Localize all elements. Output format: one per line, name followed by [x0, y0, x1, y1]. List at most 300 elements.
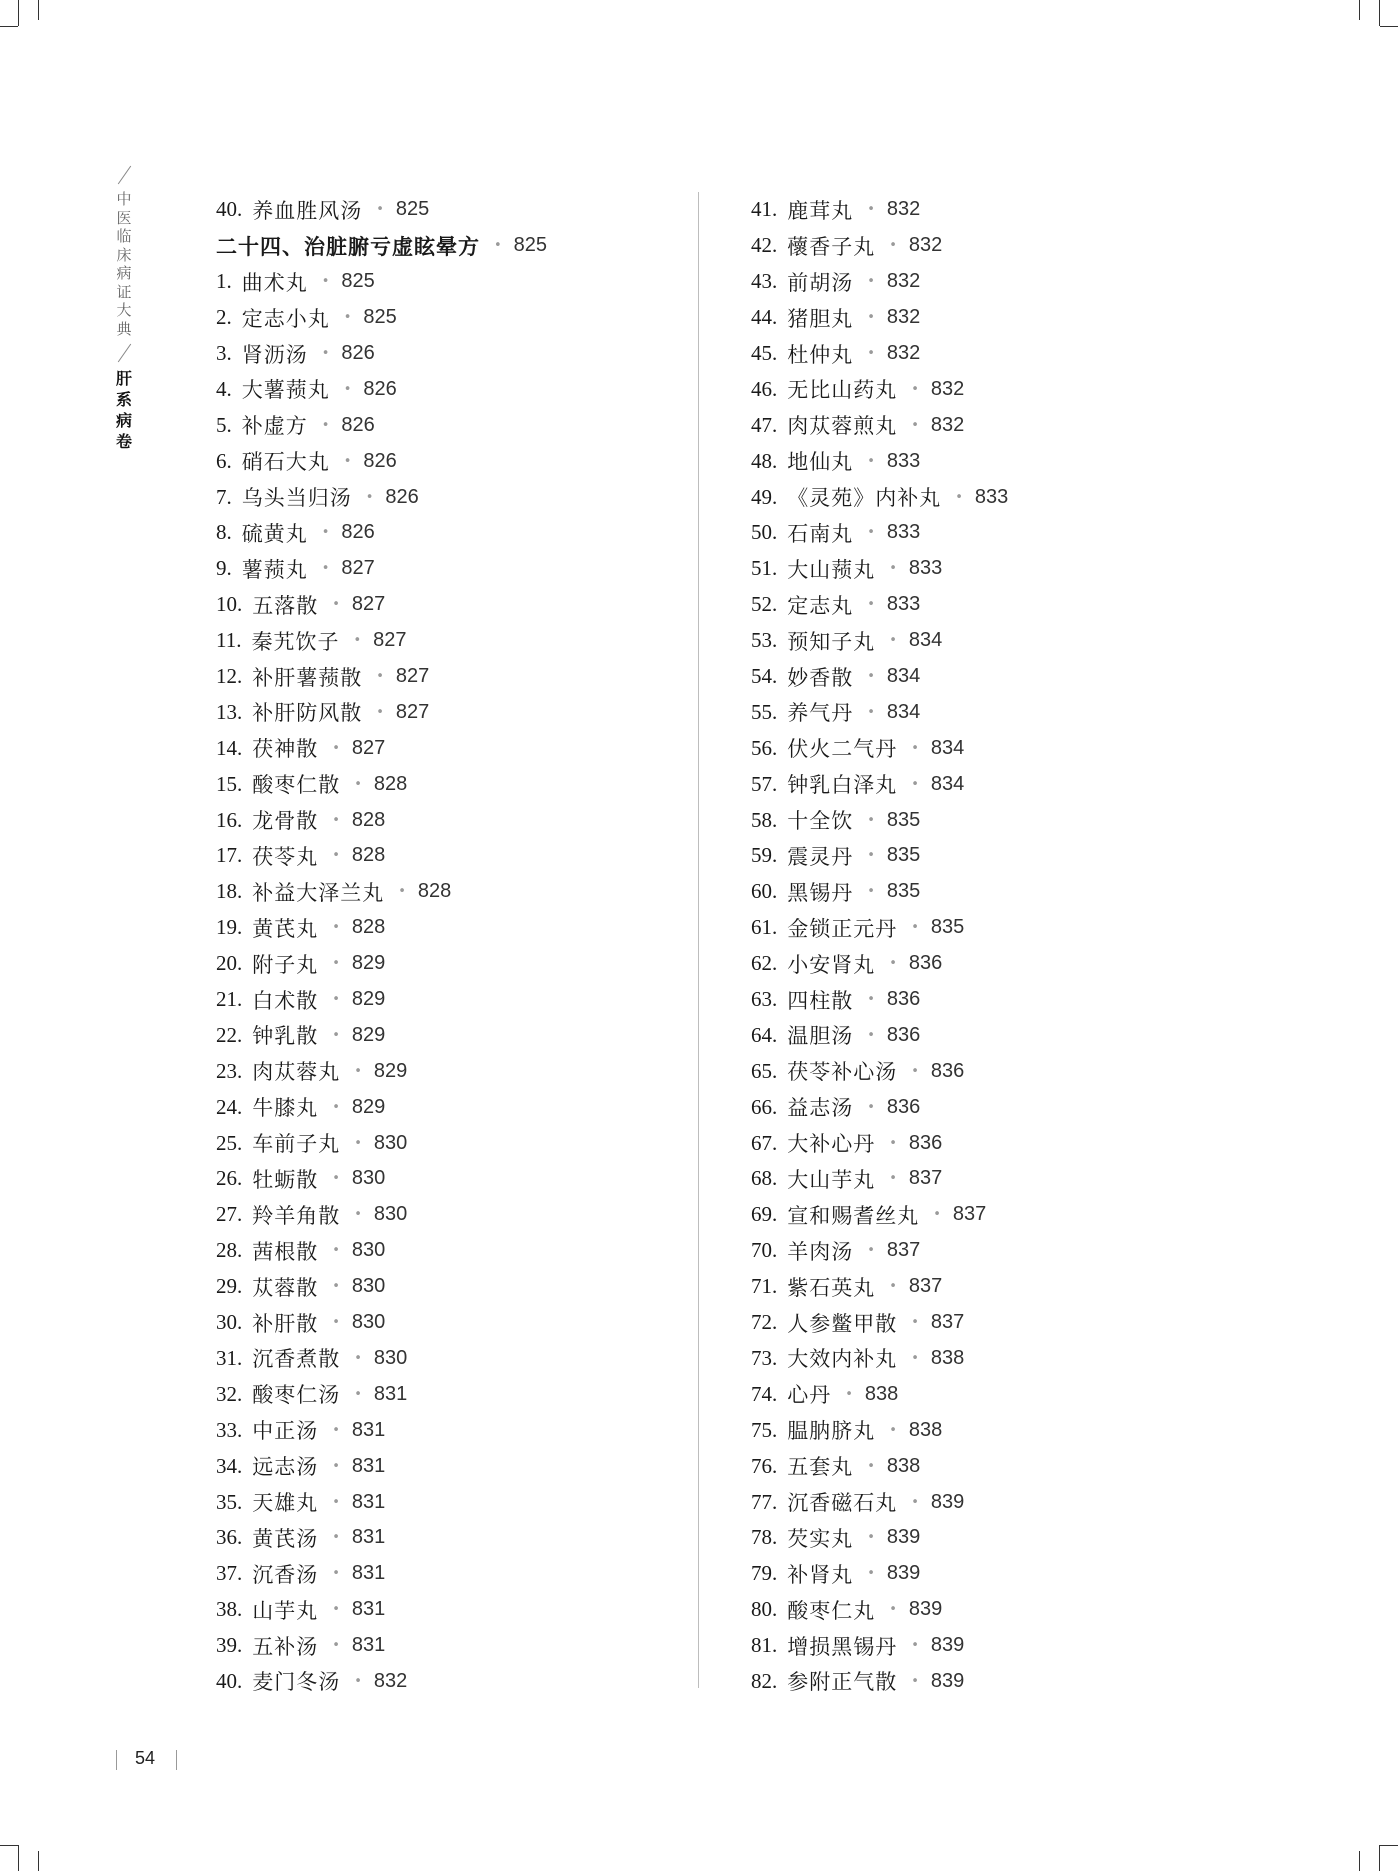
entry-page-number: 839 [886, 1526, 921, 1549]
crop-mark [0, 26, 18, 27]
leader-dot: • [321, 561, 330, 577]
toc-entry [216, 694, 547, 730]
slash-divider [117, 344, 130, 363]
entry-page-number: 833 [886, 593, 921, 616]
entry-number: 54. [751, 664, 778, 689]
leader-dot: • [867, 1027, 875, 1043]
entry-title: 车前子丸 [252, 1132, 341, 1157]
entry-page-number: 829 [351, 1095, 386, 1118]
toc-entry [216, 1628, 547, 1664]
entry-page-number: 838 [864, 1382, 899, 1405]
entry-number: 6. [216, 448, 232, 473]
toc-entry [216, 838, 547, 874]
entry-title: 肾沥汤 [241, 342, 308, 367]
toc-entry [751, 946, 1008, 982]
entry-title: 龙骨散 [252, 809, 319, 834]
entry-page-number: 833 [886, 449, 921, 472]
toc-entry [216, 1412, 547, 1448]
entry-title: 伏火二气丹 [787, 737, 898, 762]
entry-page-number: 835 [886, 844, 921, 867]
toc-entry [751, 1197, 1008, 1233]
entry-title: 沉香煮散 [252, 1347, 341, 1372]
side-title-char: 病 [115, 411, 132, 430]
entry-number: 9. [216, 556, 232, 581]
leader-dot: • [398, 884, 406, 900]
entry-number: 13. [216, 699, 243, 724]
entry-page-number: 838 [908, 1418, 943, 1441]
leader-dot: • [867, 1530, 875, 1546]
entry-number: 26. [216, 1166, 243, 1191]
entry-title: 麦门冬汤 [252, 1670, 341, 1695]
entry-number: 24. [216, 1094, 243, 1119]
toc-entry [216, 587, 547, 623]
leader-dot: • [332, 1530, 340, 1546]
toc-entry [751, 1520, 1008, 1556]
entry-number: 68. [751, 1166, 778, 1191]
entry-number: 34. [216, 1453, 243, 1478]
leader-dot: • [354, 1386, 362, 1402]
entry-title: 益志汤 [787, 1096, 854, 1121]
entry-number: 11. [216, 628, 242, 653]
entry-number: 49. [751, 484, 778, 509]
entry-title: 人参鳖甲散 [787, 1311, 898, 1336]
leader-dot: • [332, 1099, 340, 1115]
side-title-char: 床 [116, 245, 132, 264]
entry-page-number: 826 [341, 342, 375, 364]
entry-number: 70. [751, 1238, 778, 1263]
entry-number: 80. [751, 1597, 778, 1622]
entry-page-number: 834 [886, 665, 921, 688]
entry-title: 白术散 [252, 988, 319, 1013]
leader-dot: • [343, 381, 352, 397]
entry-page-number: 832 [373, 1669, 408, 1692]
leader-dot: • [494, 238, 502, 254]
entry-number: 37. [216, 1561, 243, 1586]
entry-number: 33. [216, 1417, 243, 1442]
entry-page-number: 827 [351, 736, 386, 759]
toc-entry [751, 443, 1008, 479]
toc-entry [216, 1664, 547, 1700]
toc-entry [751, 694, 1008, 730]
toc-entry [751, 264, 1008, 300]
leader-dot: • [332, 1602, 340, 1618]
side-title-char: 临 [116, 227, 132, 245]
toc-entry [751, 1233, 1008, 1269]
side-title-char: 肝 [115, 369, 132, 388]
toc-entry [216, 802, 547, 838]
entry-page-number: 829 [351, 1023, 386, 1046]
entry-title: 增损黑锡丹 [787, 1634, 898, 1659]
side-title-char: 典 [116, 319, 132, 338]
entry-number: 51. [751, 556, 778, 581]
toc-entry [751, 1089, 1008, 1125]
entry-page-number: 826 [341, 413, 375, 436]
entry-title: 肉苁蓉煎丸 [787, 414, 898, 439]
entry-title: 黄芪汤 [252, 1526, 319, 1551]
side-running-title [112, 160, 136, 452]
toc-entry [751, 1592, 1008, 1628]
entry-title: 薯蓣丸 [241, 557, 308, 582]
entry-title: 小安肾丸 [787, 952, 876, 977]
toc-entry [751, 1305, 1008, 1341]
leader-dot: • [321, 346, 330, 361]
leader-dot: • [365, 489, 374, 505]
toc-entry [216, 443, 547, 479]
entry-title: 温胆汤 [787, 1024, 854, 1049]
side-title-char: 中 [116, 190, 132, 208]
toc-entry [216, 1269, 547, 1305]
entry-page-number: 838 [930, 1346, 965, 1369]
toc-entry [216, 1376, 547, 1412]
toc-entry [751, 1664, 1008, 1700]
entry-page-number: 834 [886, 700, 921, 723]
toc-entry [751, 659, 1008, 695]
entry-title: 宣和赐耆丝丸 [787, 1203, 920, 1228]
toc-entry [751, 228, 1008, 264]
entry-number: 65. [751, 1058, 778, 1083]
entry-number: 31. [216, 1345, 243, 1370]
toc-entry [216, 300, 547, 336]
leader-dot: • [867, 992, 875, 1008]
toc-entry [751, 587, 1008, 623]
entry-title: 蘹香子丸 [787, 234, 876, 259]
toc-entry [751, 1341, 1008, 1377]
entry-number: 56. [751, 735, 778, 760]
leader-dot: • [332, 1243, 340, 1259]
entry-page-number: 836 [930, 1059, 965, 1082]
entry-title: 震灵丹 [787, 844, 854, 869]
leader-dot: • [889, 1422, 897, 1438]
leader-dot: • [867, 1099, 875, 1115]
leader-dot: • [911, 1315, 919, 1331]
toc-entry [751, 1412, 1008, 1448]
entry-title: 山芋丸 [252, 1598, 319, 1623]
leader-dot: • [332, 1171, 340, 1187]
crop-mark [1380, 1845, 1398, 1846]
entry-title: 无比山药丸 [787, 378, 898, 403]
entry-title: 钟乳散 [252, 1024, 319, 1049]
entry-page-number: 825 [341, 270, 375, 293]
entry-page-number: 833 [886, 521, 921, 544]
entry-page-number: 825 [363, 306, 397, 329]
entry-page-number: 834 [930, 736, 965, 759]
entry-number: 69. [751, 1202, 778, 1227]
leader-dot: • [332, 1027, 340, 1043]
entry-title: 牛膝丸 [252, 1096, 319, 1121]
entry-number: 16. [216, 807, 243, 832]
toc-entry [216, 264, 547, 300]
entry-page-number: 839 [930, 1490, 965, 1513]
entry-page-number: 838 [886, 1454, 921, 1477]
entry-page-number: 839 [930, 1669, 965, 1692]
entry-page-number: 830 [351, 1239, 386, 1262]
entry-title: 二十四、治脏腑亏虚眩晕方 [216, 233, 480, 259]
toc-entry [216, 1556, 547, 1592]
entry-page-number: 828 [351, 916, 386, 939]
toc-entry [751, 1269, 1008, 1305]
toc-entry [216, 1305, 547, 1341]
entry-page-number: 828 [351, 844, 386, 867]
entry-page-number: 836 [886, 1095, 921, 1118]
leader-dot: • [867, 346, 875, 361]
leader-dot: • [343, 453, 352, 469]
leader-dot: • [911, 381, 919, 397]
leader-dot: • [332, 1494, 340, 1510]
entry-title: 定志小丸 [241, 306, 330, 331]
entry-number: 38. [216, 1597, 243, 1622]
leader-dot: • [376, 202, 384, 218]
leader-dot: • [867, 1458, 875, 1474]
page-number: 54 [135, 1748, 156, 1768]
entry-title: 硫黄丸 [241, 521, 308, 546]
entry-title: 养气丹 [787, 701, 854, 726]
toc-entry [751, 479, 1008, 515]
leader-dot: • [911, 920, 919, 936]
entry-page-number: 830 [373, 1346, 408, 1369]
entry-page-number: 828 [373, 772, 408, 795]
entry-title: 附子丸 [252, 952, 319, 977]
entry-number: 21. [216, 987, 243, 1012]
entry-page-number: 839 [886, 1562, 921, 1585]
entry-number: 75. [751, 1417, 778, 1442]
entry-number: 19. [216, 915, 243, 940]
entry-title: 紫石英丸 [787, 1275, 876, 1300]
leader-dot: • [867, 669, 875, 685]
leader-dot: • [332, 812, 340, 828]
entry-page-number: 830 [351, 1167, 386, 1190]
entry-number: 22. [216, 1022, 243, 1047]
entry-number: 42. [751, 233, 778, 258]
leader-dot: • [332, 992, 340, 1008]
leader-dot: • [867, 704, 875, 720]
entry-page-number: 832 [886, 342, 921, 364]
leader-dot: • [332, 848, 340, 864]
entry-page-number: 825 [513, 234, 548, 257]
entry-page-number: 826 [341, 521, 375, 544]
entry-page-number: 831 [351, 1454, 386, 1477]
leader-dot: • [321, 274, 330, 290]
entry-page-number: 837 [886, 1239, 921, 1262]
crop-mark [38, 1851, 39, 1871]
leader-dot: • [889, 633, 897, 649]
entry-title: 大补心丹 [787, 1132, 876, 1157]
crop-mark [0, 1845, 18, 1846]
entry-title: 石南丸 [787, 521, 854, 546]
entry-page-number: 839 [908, 1598, 943, 1621]
entry-title: 鹿茸丸 [787, 198, 854, 223]
entry-page-number: 831 [351, 1598, 386, 1621]
entry-number: 39. [216, 1633, 243, 1658]
entry-page-number: 826 [363, 449, 397, 472]
entry-number: 35. [216, 1489, 243, 1514]
leader-dot: • [354, 776, 362, 792]
entry-page-number: 831 [351, 1418, 386, 1441]
toc-entry [751, 838, 1008, 874]
crop-mark [1379, 0, 1380, 26]
entry-page-number: 836 [886, 1023, 921, 1046]
toc-entry [216, 1125, 547, 1161]
leader-dot: • [867, 884, 875, 900]
entry-number: 41. [751, 197, 778, 222]
toc-entry [751, 874, 1008, 910]
leader-dot: • [867, 1243, 875, 1259]
leader-dot: • [867, 812, 875, 828]
entry-page-number: 827 [351, 593, 386, 616]
entry-number: 15. [216, 771, 243, 796]
entry-title: 黄芪丸 [252, 916, 319, 941]
entry-number: 74. [751, 1381, 778, 1406]
entry-title: 酸枣仁散 [252, 773, 341, 798]
entry-number: 17. [216, 843, 243, 868]
entry-title: 十全饮 [787, 809, 854, 834]
leader-dot: • [354, 1207, 362, 1223]
entry-number: 23. [216, 1058, 243, 1083]
entry-number: 44. [751, 305, 778, 330]
entry-number: 28. [216, 1238, 243, 1263]
toc-entry [751, 192, 1008, 228]
leader-dot: • [911, 1673, 919, 1689]
entry-number: 52. [751, 592, 778, 617]
entry-number: 76. [751, 1453, 778, 1478]
entry-number: 53. [751, 628, 778, 653]
entry-title: 腽肭脐丸 [787, 1419, 876, 1444]
entry-title: 沉香汤 [252, 1562, 319, 1587]
entry-page-number: 827 [395, 700, 430, 723]
entry-title: 茯神散 [252, 737, 319, 762]
leader-dot: • [332, 1458, 340, 1474]
entry-title: 补肝防风散 [252, 701, 363, 726]
entry-title: 前胡汤 [787, 270, 854, 295]
entry-number: 1. [216, 269, 232, 294]
entry-title: 秦艽饮子 [251, 629, 340, 654]
leader-dot: • [354, 1063, 362, 1079]
entry-page-number: 837 [908, 1275, 943, 1298]
toc-entry [751, 910, 1008, 946]
entry-title: 乌头当归汤 [241, 486, 352, 511]
entry-number: 47. [751, 412, 778, 437]
leader-dot: • [889, 1602, 897, 1618]
entry-page-number: 831 [351, 1490, 386, 1513]
slash-divider [117, 166, 130, 185]
entry-page-number: 826 [363, 377, 397, 400]
toc-entry [216, 766, 547, 802]
leader-dot: • [376, 704, 384, 720]
side-title-char: 大 [116, 301, 132, 319]
crop-mark [1359, 1851, 1360, 1871]
leader-dot: • [911, 1638, 919, 1654]
toc-entry [216, 551, 547, 587]
leader-dot: • [933, 1207, 941, 1223]
entry-page-number: 826 [385, 485, 419, 508]
toc-entry [216, 623, 547, 659]
toc-entry [216, 192, 547, 228]
entry-page-number: 827 [395, 665, 430, 688]
entry-page-number: 830 [351, 1275, 386, 1298]
crop-mark [1380, 26, 1398, 27]
entry-title: 茯苓丸 [252, 844, 319, 869]
entry-title: 预知子丸 [787, 629, 876, 654]
toc-entry [216, 1161, 547, 1197]
entry-page-number: 836 [908, 1131, 943, 1154]
entry-number: 48. [751, 448, 778, 473]
toc-entry [751, 515, 1008, 551]
entry-page-number: 825 [395, 198, 430, 221]
entry-title: 羊肉汤 [787, 1239, 854, 1264]
toc-entry [751, 1448, 1008, 1484]
entry-number: 20. [216, 951, 243, 976]
entry-number: 40. [216, 1668, 243, 1693]
entry-page-number: 837 [952, 1203, 987, 1226]
entry-number: 82. [751, 1668, 778, 1693]
entry-title: 芡实丸 [787, 1526, 854, 1551]
entry-title: 五补汤 [252, 1634, 319, 1659]
toc-entry [751, 982, 1008, 1018]
entry-title: 五落散 [252, 593, 319, 618]
toc-entry [216, 1520, 547, 1556]
entry-title: 茜根散 [252, 1239, 319, 1264]
toc-entry [751, 1017, 1008, 1053]
leader-dot: • [867, 202, 875, 218]
entry-title: 羚羊角散 [252, 1203, 341, 1228]
entry-page-number: 834 [930, 772, 965, 795]
leader-dot: • [332, 920, 340, 936]
entry-page-number: 829 [373, 1059, 408, 1082]
entry-page-number: 830 [351, 1311, 386, 1334]
entry-title: 大山芋丸 [787, 1167, 876, 1192]
toc-entry [216, 1053, 547, 1089]
entry-title: 钟乳白泽丸 [787, 773, 898, 798]
entry-title: 补虚方 [241, 414, 308, 439]
entry-title: 大效内补丸 [787, 1347, 898, 1372]
leader-dot: • [353, 633, 362, 649]
entry-page-number: 832 [908, 234, 943, 257]
toc-entry [751, 1556, 1008, 1592]
toc-entry [216, 1448, 547, 1484]
volume-title [116, 368, 132, 452]
entry-number: 7. [216, 484, 232, 509]
toc-entry [751, 802, 1008, 838]
entry-number: 18. [216, 879, 243, 904]
crop-mark [1359, 0, 1360, 20]
entry-page-number: 834 [908, 629, 943, 652]
leader-dot: • [867, 1566, 875, 1582]
entry-page-number: 836 [908, 952, 943, 975]
toc-entry [216, 1233, 547, 1269]
entry-page-number: 832 [930, 413, 965, 436]
entry-number: 27. [216, 1202, 243, 1227]
toc-entry [751, 1628, 1008, 1664]
toc-entry [216, 1017, 547, 1053]
toc-entry [216, 1592, 547, 1628]
entry-number: 67. [751, 1130, 778, 1155]
footer-rule [116, 1750, 117, 1770]
leader-dot: • [911, 776, 919, 792]
entry-title: 补肾丸 [787, 1562, 854, 1587]
side-title-char: 证 [116, 282, 132, 301]
entry-page-number: 835 [886, 808, 921, 831]
leader-dot: • [343, 310, 352, 326]
toc-entry [216, 946, 547, 982]
leader-dot: • [321, 417, 330, 433]
book-title [116, 190, 131, 338]
toc-entry [751, 371, 1008, 407]
entry-page-number: 830 [373, 1203, 408, 1226]
entry-page-number: 827 [373, 629, 407, 652]
entry-number: 36. [216, 1525, 243, 1550]
entry-page-number: 835 [930, 916, 965, 939]
toc-entry [751, 766, 1008, 802]
toc-entry [751, 407, 1008, 443]
